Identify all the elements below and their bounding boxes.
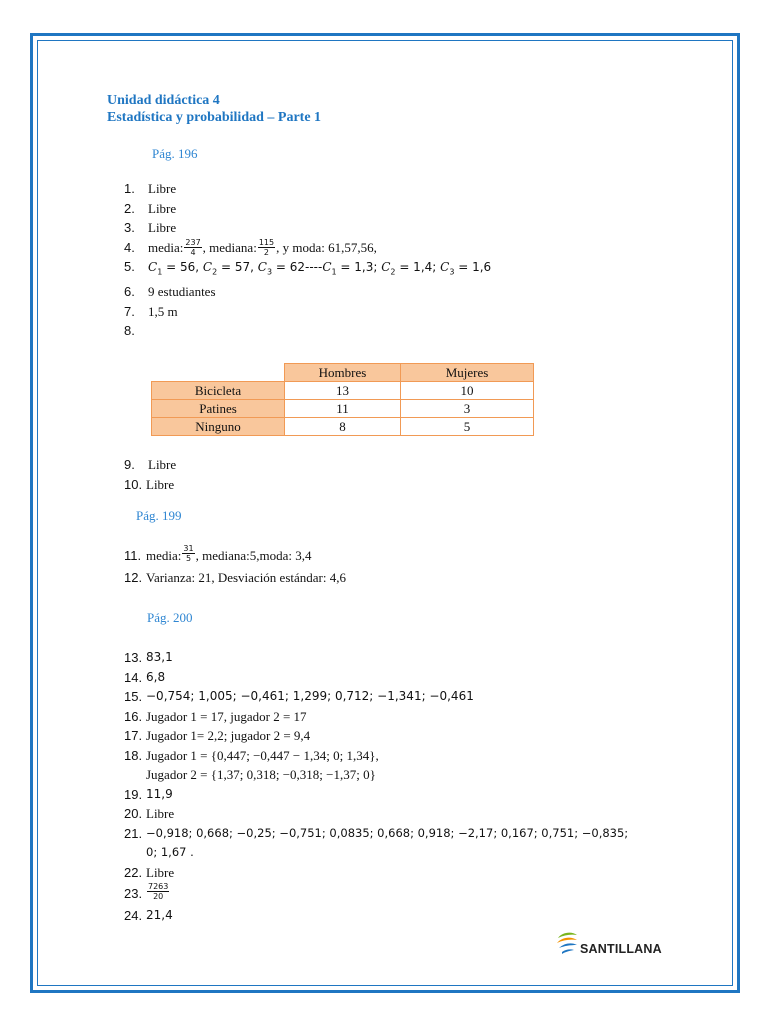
fraction: $\frac{115}{2}$ (258, 237, 275, 257)
column-header-hombres: Hombres (285, 364, 401, 382)
row-label: Bicicleta (152, 382, 285, 400)
table-cell: 13 (285, 382, 401, 400)
answer-item: 20. Libre (124, 806, 175, 821)
answer-item: 16. Jugador 1 = 17, jugador 2 = 17 (124, 708, 307, 724)
answer-item: 6. 9 estudiantes (124, 284, 216, 300)
page-ref-199: Pág. 199 (136, 508, 182, 523)
answer-item: 21. −0,918; 0,668; −0,25; −0,751; 0,0835; 0,668; 0,918; −2,17; 0,167; 0,751; −0,835; (124, 825, 629, 841)
page-ref-196: Pág. 196 (152, 146, 198, 161)
answers-list-3 (124, 544, 346, 588)
table-row (152, 418, 534, 436)
answer-item: 8. (124, 323, 135, 339)
table-row (152, 400, 534, 418)
answer-item: 19. 11,9 (124, 786, 173, 802)
santillana-logo-icon (556, 930, 578, 956)
table-row (152, 382, 534, 400)
table-cell: 10 (401, 382, 534, 400)
table-cell: 11 (285, 400, 401, 418)
answer-item: 1. Libre (124, 181, 177, 196)
row-label: Ninguno (152, 418, 285, 436)
logo-wordmark: SANTILLANA (580, 942, 662, 956)
answer-item-continuation: 0; 1,67 . (146, 845, 194, 859)
answer-item: 13. 83,1 (124, 650, 173, 665)
fraction: $\frac{7263}{20}$ (148, 882, 169, 901)
table-header-row (152, 364, 534, 382)
answer-item: 7. 1,5 m (124, 303, 178, 319)
santillana-logo (556, 930, 662, 956)
answer-item: 3. Libre (124, 220, 177, 235)
answer-item: 2. Libre (124, 200, 177, 216)
answers-list-2 (124, 455, 176, 494)
fraction: $\frac{237}{4}$ (185, 237, 201, 257)
answers-list-4 (124, 648, 628, 926)
answer-item: 24. 21,4 (124, 908, 173, 923)
answer-item: 18. Jugador 1 = {0,447; −0,447 − 1,34; 0; 1,34}, (124, 747, 379, 763)
page-ref-200: Pág. 200 (147, 610, 193, 625)
table-cell: 3 (401, 400, 534, 418)
fraction: $\frac{31}{5}$ (183, 544, 194, 563)
answer-item: 5. $C_1 = 56$, $C_2 = 57$, $C_3 = 62----C_1 = 1,3$; $C_2 = 1,4$; $C_3 = 1,6$ (124, 259, 492, 277)
table-cell: 8 (285, 418, 401, 436)
answer-item: 10. Libre (124, 476, 175, 492)
answer-item: 12. Varianza: 21, Desviación estándar: 4,6 (124, 570, 346, 585)
table-corner (152, 364, 285, 382)
unit-heading: Unidad didáctica 4 (107, 93, 220, 108)
answer-item: 15. −0,754; 1,005; −0,461; 1,299; 0,712; −1,341; −0,461 (124, 689, 474, 704)
answer-item: 17. Jugador 1= 2,2; jugador 2 = 9,4 (124, 728, 311, 743)
answer-item: 23. $\frac{7263}{20}$ (124, 882, 628, 906)
answer-item-continuation: Jugador 2 = {1,37; 0,318; −0,318; −1,37; 0} (146, 767, 376, 782)
unit-subtitle: Estadística y probabilidad – Parte 1 (107, 110, 322, 125)
column-header-mujeres: Mujeres (401, 364, 534, 382)
transport-table (151, 363, 534, 436)
answers-list-1 (124, 179, 491, 341)
document-title (107, 92, 321, 126)
answer-item: 14. 6,8 (124, 669, 166, 685)
answer-item: 11. media: $\frac{31}{5}$ , mediana:5,moda: 3,4 (124, 544, 346, 568)
answer-item: 4. media: $\frac{237}{4}$ , mediana: $\frac{115}{2}$ , y moda: 61,57,56, (124, 237, 377, 257)
answer-item: 22. Libre (124, 864, 175, 880)
answer-item: 9. Libre (124, 457, 177, 472)
row-label: Patines (152, 400, 285, 418)
table-cell: 5 (401, 418, 534, 436)
